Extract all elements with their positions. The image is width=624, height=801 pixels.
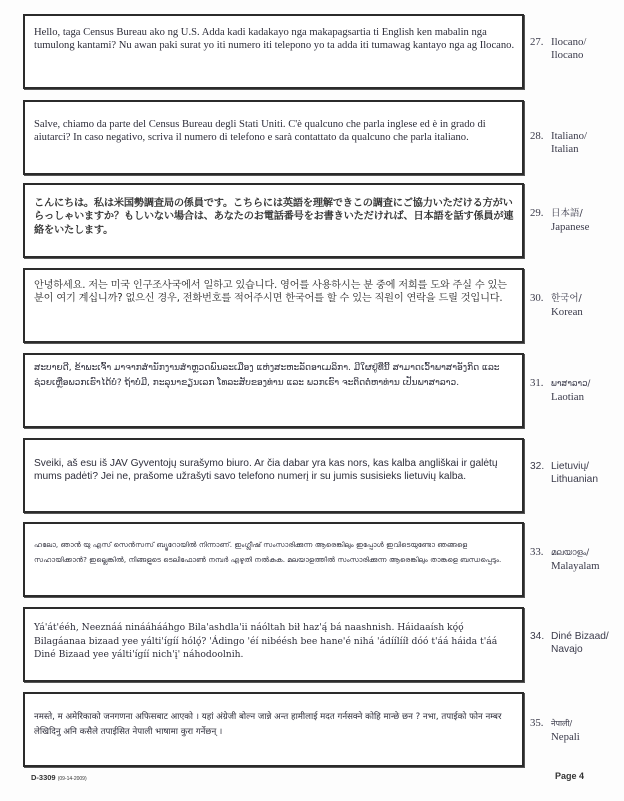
- form-number: D-3309: [31, 773, 56, 782]
- message-text: Salve, chiamo da parte del Census Bureau degli Stati Uniti. C'è qualcuno che parla inglese ed è in grado di aiutarci? In caso negativo, scriva il numero di telefono e sarà contattato da qualcuno che parla italiano.: [34, 119, 486, 143]
- english-language-name: Lithuanian: [551, 473, 599, 485]
- language-label: [530, 292, 624, 318]
- native-language-name: Ilocano/: [551, 36, 587, 48]
- language-label: [530, 377, 624, 403]
- entry-number: 27.: [530, 36, 544, 48]
- language-label: [530, 546, 624, 572]
- message-box: [23, 522, 524, 597]
- english-language-name: Ilocano: [551, 48, 584, 61]
- message-box: [23, 438, 524, 513]
- language-label: [530, 461, 624, 486]
- language-label: [530, 207, 624, 233]
- language-label: [530, 631, 624, 656]
- message-box: [23, 183, 524, 258]
- entry-number: 35.: [530, 717, 544, 729]
- language-label: [530, 36, 624, 61]
- entry-number: 30.: [530, 292, 544, 304]
- entry-number: 34.: [530, 631, 545, 642]
- message-box: [23, 353, 524, 428]
- native-language-name: Italiano/: [551, 130, 587, 142]
- message-box: [23, 268, 524, 343]
- entry-number: 31.: [530, 377, 544, 389]
- english-language-name: Japanese: [551, 220, 590, 233]
- english-language-name: Malayalam: [551, 559, 600, 572]
- message-text: नमस्ते, म अमेरिकाको जनगणना अफिसबाट आएको । यहां अंग्रेजी बोल्न जान्ने अन्त हामीलाई मदत गर्नसक्ने कोहि मान्छे छन ? नभा, तपाईको फोन नम्बर लेखिदिनु अनि कसैले तपाईसित नेपाली भाषामा कुरा गर्नेछन् ।: [34, 712, 502, 737]
- form-code: [31, 773, 87, 782]
- entry-number: 32.: [530, 461, 545, 472]
- entry-number: 29.: [530, 207, 544, 219]
- native-language-name: 한국어/: [551, 293, 582, 304]
- entry-number: 33.: [530, 546, 544, 558]
- native-language-name: ພາສາລາວ/: [551, 379, 591, 389]
- native-language-name: 日本語/: [551, 208, 583, 219]
- entry-number: 28.: [530, 130, 544, 142]
- native-language-name: Diné Bizaad/: [551, 631, 609, 642]
- language-label: [530, 130, 624, 155]
- english-language-name: Korean: [551, 305, 583, 318]
- message-text: Yá'át'ééh, Neeznáá ninááhááhgo Bila'ashdla'ii náóltah bił haz'ą́ bá naashnish. Háidaaísh kǫ́ǫ́ Bilagáanaa bizaad yee yálti'ígíí hólǫ́? 'Ádingo 'éí nibéésh bee hane'é nihá 'ádíílííł dóó t'áá háida t'áá Diné Bizaad yee yálti'ígíí nich'į' náhodoolnih.: [34, 622, 498, 660]
- english-language-name: Nepali: [551, 730, 580, 743]
- message-text: Hello, taga Census Bureau ako ng U.S. Adda kadi kadakayo nga makapagsartia ti English ken mabalin nga tumulong kantami? Nu awan paki surat yo iti numero iti telepono yo ta adda iti tumawag kantayo nga ag Ilocano.: [34, 27, 515, 51]
- english-language-name: Navajo: [551, 643, 583, 655]
- message-text: ഹലോ, ഞാൻ യു എസ് സെൻസസ് ബ്യൂറോയിൽ നിന്നാണ്. ഇംഗ്ലീഷ് സംസാരിക്കുന്ന ആരെങ്കിലും ഇപ്പോൾ ഇവിടെയുണ്ടോ ഞങ്ങളെ സഹായിക്കാൻ? ഇല്ലെങ്കിൽ, നിങ്ങളുടെ ടെലിഫോൺ നമ്പർ എഴുതി നൽകുക. മലയാളത്തിൽ സംസാരിക്കുന്ന ആരെങ്കിലും താങ്കളെ ബന്ധപ്പെടും.: [34, 540, 502, 564]
- native-language-name: नेपाली/: [551, 719, 573, 728]
- page-number: Page 4: [555, 771, 585, 781]
- message-text: こんにちは。私は米国勢調査局の係員です。こちらには英語を理解できこの調査にご協力いただける方がいらっしゃいますか？もしいない場合は、あなたのお電話番号をお書きいただければ、日本語を話す係員が連絡をいたします。: [34, 198, 514, 236]
- message-text: Sveiki, aš esu iš JAV Gyventojų surašymo biuro. Ar čia dabar yra kas nors, kas kalba angliškai ir galėtų mums padėti? Jei ne, prašome užrašyti savo telefono numerį ir su jumis susisieks lietuvių kalba.: [34, 458, 498, 482]
- message-box: [23, 100, 524, 175]
- message-box: [23, 607, 524, 682]
- message-text: ສະບາຍດີ, ຂ້າພະເຈົ້າ ມາຈາກສຳນັກງານສຳຫຼວດພົນລະເມືອງ ແຫ່ງສະຫະລັດອາເມລິກາ. ມີໃຜຢູ່ທີ່ນີ້ ສາມາດເວົ້າພາສາອັງກິດ ແລະ ຊ່ວຍເຫຼືອພວກເຮົາໄດ້ບໍ່? ຖ້າບໍ່ມີ, ກະລຸນາຂຽນເລກ ໂທລະສັບຂອງທ່ານ ແລະ ພວກເຮົາ ຈະຕິດຕໍ່ຫາທ່ານ ເປັນພາສາລາວ.: [34, 363, 500, 388]
- english-language-name: Laotian: [551, 390, 584, 403]
- form-revision-date: (09-14-2009): [57, 776, 87, 782]
- native-language-name: മലയാളം/: [551, 548, 590, 558]
- native-language-name: Lietuvių/: [551, 461, 589, 472]
- message-text: 안녕하세요. 저는 미국 인구조사국에서 일하고 있습니다. 영어를 사용하시는 분 중에 저희를 도와 주실 수 있는 분이 여기 계십니까? 없으신 경우, 전화번호를 적어주시면 한국어를 할 수 있는 직원이 연락을 드릴 것입니다.: [34, 280, 507, 305]
- language-label: [530, 717, 624, 743]
- message-box: [23, 692, 524, 767]
- message-box: [23, 14, 524, 89]
- english-language-name: Italian: [551, 142, 579, 155]
